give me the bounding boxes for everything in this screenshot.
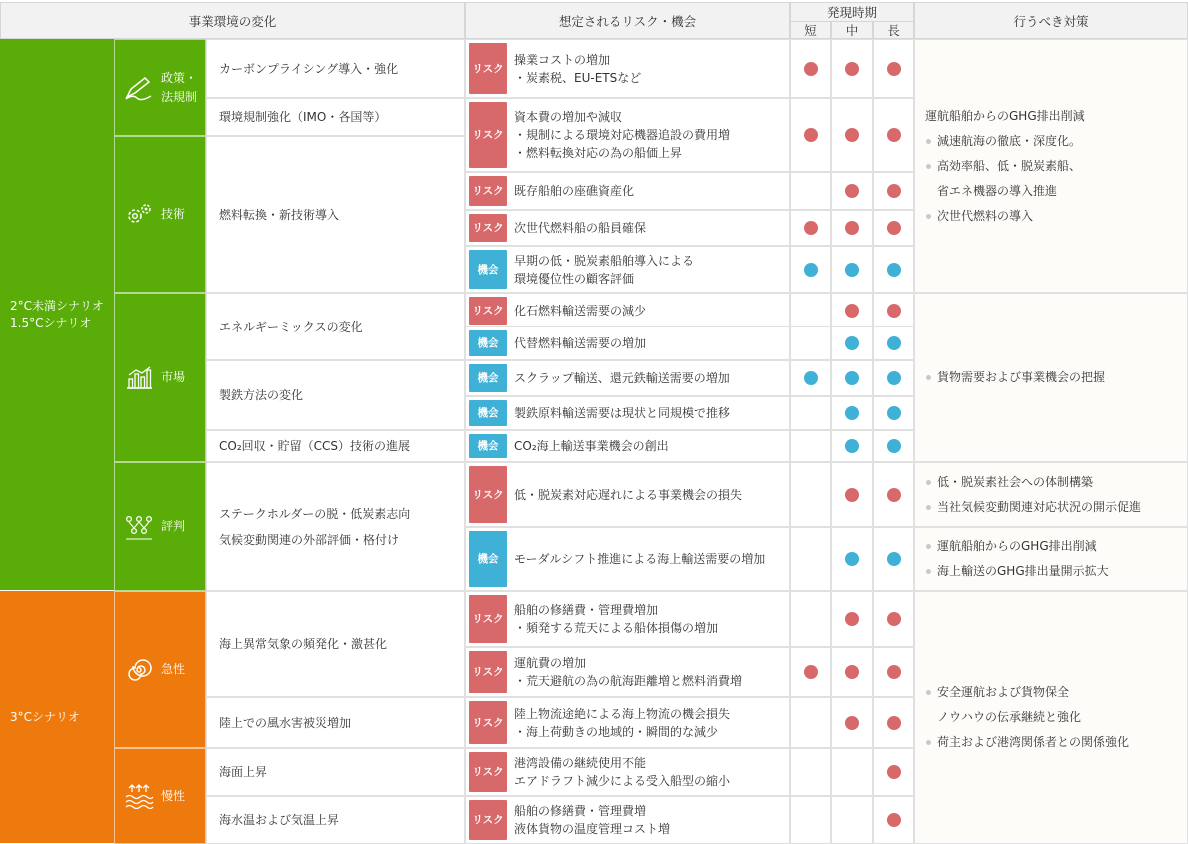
timing-cell-long [873, 591, 914, 647]
opportunity-tag: 機会 [469, 434, 507, 458]
timing-cell-mid [831, 360, 873, 396]
timing-cell-long [873, 246, 914, 293]
change-temperature: 海水温および気温上昇 [206, 796, 465, 844]
timing-dot [887, 336, 901, 350]
risk-tag: リスク [469, 800, 507, 840]
item-text: 次世代燃料船の船員確保 [514, 221, 647, 235]
timing-cell-short [790, 527, 831, 591]
timing-cell-long [873, 293, 914, 329]
category-label: 政策・ 法規制 [161, 70, 198, 104]
category-label: 市場 [161, 370, 186, 384]
timing-cell-short [790, 796, 831, 844]
timing-cell-long [873, 360, 914, 396]
risk-opportunity-item [465, 326, 790, 360]
action-item: 当社気候変動関連対応状況の開示促進 [925, 495, 1187, 520]
item-text: 船舶の修繕費・管理費増加 ・頻発する荒天による船体損傷の増加 [514, 603, 719, 635]
timing-cell-short [790, 748, 831, 796]
timing-dot [887, 813, 901, 827]
timing-cell-long [873, 172, 914, 210]
header-timing-short: 短 [790, 21, 831, 39]
timing-cell-mid [831, 591, 873, 647]
timing-cell-mid [831, 430, 873, 462]
timing-dot [804, 665, 818, 679]
action-item: 次世代燃料の導入 [925, 204, 1187, 229]
risk-tag: リスク [469, 176, 507, 206]
action-head: 運航船舶からのGHG排出削減 [925, 108, 1085, 123]
action-item: 海上輸送のGHG排出量開示拡大 [925, 559, 1187, 584]
timing-cell-short [790, 430, 831, 462]
timing-dot [845, 552, 859, 566]
timing-cell-short [790, 697, 831, 748]
risk-opportunity-item [465, 430, 790, 462]
item-text: 操業コストの増加 ・炭素税、EU-ETSなど [514, 52, 642, 85]
timing-dot [845, 336, 859, 350]
category-label: 技術 [161, 207, 186, 221]
timing-cell-mid [831, 796, 873, 844]
action-group-disclosure [914, 527, 1188, 591]
timing-cell-long [873, 462, 914, 527]
risk-opportunity-item [465, 98, 790, 172]
risk-opportunity-item [465, 591, 790, 647]
timing-dot [887, 716, 901, 730]
timing-cell-mid [831, 98, 873, 172]
timing-dot [845, 304, 859, 318]
change-fuel-transition: 燃料転換・新技術導入 [206, 136, 465, 293]
risk-tag: リスク [469, 214, 507, 242]
timing-cell-short [790, 396, 831, 430]
timing-cell-mid [831, 462, 873, 527]
item-text: 低・脱炭素対応遅れによる事業機会の損失 [514, 487, 743, 502]
timing-cell-mid [831, 293, 873, 329]
timing-cell-long [873, 396, 914, 430]
action-group-demand [914, 293, 1188, 462]
change-stakeholder: ステークホルダーの脱・低炭素志向 気候変動関連の外部評価・格付け [206, 462, 465, 591]
timing-cell-long [873, 326, 914, 360]
item-text: 資本費の増加や減収 ・規制による環境対応機器追設の費用増 ・燃料転換対応の為の船価上昇 [514, 110, 731, 160]
risk-tag: リスク [469, 752, 507, 792]
risk-opportunity-item [465, 39, 790, 98]
change-env-regulation: 環境規制強化（IMO・各国等） [206, 98, 465, 136]
timing-cell-short [790, 293, 831, 329]
header-timing-long: 長 [873, 21, 914, 39]
bar-chart-icon [123, 364, 155, 392]
category-label: 急性 [161, 662, 186, 676]
change-carbon-pricing: カーボンプライシング導入・強化 [206, 39, 465, 98]
change-energy-mix: エネルギーミックスの変化 [206, 293, 465, 360]
timing-dot [887, 62, 901, 76]
item-text: CO₂海上輸送事業機会の創出 [514, 439, 669, 453]
timing-dot [845, 488, 859, 502]
risk-opportunity-item [465, 462, 790, 527]
category-policy [114, 39, 206, 136]
timing-dot [845, 665, 859, 679]
timing-cell-short [790, 326, 831, 360]
risk-tag: リスク [469, 466, 507, 523]
timing-cell-short [790, 647, 831, 697]
timing-cell-short [790, 246, 831, 293]
spiral-icon [123, 656, 155, 684]
opportunity-tag: 機会 [469, 400, 507, 426]
timing-dot [845, 62, 859, 76]
risk-opportunity-item [465, 360, 790, 396]
risk-tag: リスク [469, 102, 507, 168]
timing-dot [845, 612, 859, 626]
timing-dot [804, 221, 818, 235]
timing-dot [887, 263, 901, 277]
timing-cell-mid [831, 326, 873, 360]
change-extreme-weather: 海上異常気象の頻発化・激甚化 [206, 591, 465, 697]
timing-dot [887, 184, 901, 198]
header-timing-mid: 中 [831, 21, 873, 39]
category-technology [114, 136, 206, 293]
header-action: 行うべき対策 [914, 2, 1188, 39]
action-group-ghg [914, 39, 1188, 293]
risk-tag: リスク [469, 43, 507, 94]
timing-dot [887, 552, 901, 566]
category-acute [114, 591, 206, 748]
timing-cell-short [790, 462, 831, 527]
timing-cell-mid [831, 748, 873, 796]
timing-cell-mid [831, 172, 873, 210]
risk-tag: リスク [469, 595, 507, 643]
timing-cell-mid [831, 396, 873, 430]
risk-opportunity-item [465, 293, 790, 329]
risk-opportunity-item [465, 210, 790, 246]
timing-cell-long [873, 39, 914, 98]
header-risk-opportunity: 想定されるリスク・機会 [465, 2, 790, 39]
timing-dot [887, 765, 901, 779]
sea-level-icon [123, 782, 155, 810]
timing-dot [845, 128, 859, 142]
risk-tag: リスク [469, 701, 507, 744]
header-timing: 発現時期 [790, 2, 914, 22]
risk-opportunity-item [465, 647, 790, 697]
timing-cell-mid [831, 697, 873, 748]
timing-cell-short [790, 39, 831, 98]
timing-dot [887, 488, 901, 502]
risk-opportunity-item [465, 796, 790, 844]
timing-cell-short [790, 360, 831, 396]
change-land-disaster: 陸上での風水害被災増加 [206, 697, 465, 748]
timing-dot [804, 62, 818, 76]
policy-pen-icon [123, 74, 155, 102]
timing-dot [887, 221, 901, 235]
opportunity-tag: 機会 [469, 531, 507, 587]
risk-opportunity-item [465, 246, 790, 293]
action-item: 運航船舶からのGHG排出削減 [925, 534, 1187, 559]
change-ccs: CO₂回収・貯留（CCS）技術の進展 [206, 430, 465, 462]
timing-dot [887, 439, 901, 453]
timing-cell-mid [831, 210, 873, 246]
timing-dot [887, 304, 901, 318]
gears-icon [123, 201, 155, 229]
item-text: 陸上物流途絶による海上物流の機会損失 ・海上荷動きの地域的・瞬間的な減少 [514, 706, 731, 739]
opportunity-tag: 機会 [469, 364, 507, 392]
timing-cell-long [873, 697, 914, 748]
timing-cell-mid [831, 39, 873, 98]
timing-dot [887, 612, 901, 626]
timing-dot [845, 263, 859, 277]
timing-dot [845, 406, 859, 420]
risk-opportunity-item [465, 396, 790, 430]
timing-cell-short [790, 210, 831, 246]
timing-cell-long [873, 210, 914, 246]
item-text: 運航費の増加 ・荒天避航の為の航海距離増と燃料消費増 [514, 656, 743, 688]
item-text: スクラップ輸送、還元鉄輸送需要の増加 [514, 371, 730, 385]
action-item: 高効率船、低・脱炭素船、 省エネ機器の導入推進 [925, 154, 1187, 204]
risk-opportunity-item [465, 172, 790, 210]
header-change: 事業環境の変化 [0, 2, 465, 39]
timing-cell-long [873, 647, 914, 697]
item-text: 代替燃料輸送需要の増加 [514, 336, 647, 350]
timing-dot [887, 371, 901, 385]
timing-cell-long [873, 796, 914, 844]
timing-dot [804, 128, 818, 142]
timing-cell-mid [831, 647, 873, 697]
timing-cell-long [873, 748, 914, 796]
timing-cell-mid [831, 527, 873, 591]
timing-dot [887, 406, 901, 420]
risk-opportunity-item [465, 748, 790, 796]
category-market [114, 293, 206, 462]
action-item: 安全運航および貨物保全 ノウハウの伝承継続と強化 [925, 680, 1187, 730]
action-group-lowcarbon [914, 462, 1188, 527]
timing-dot [845, 184, 859, 198]
timing-dot [845, 716, 859, 730]
change-sea-level: 海面上昇 [206, 748, 465, 796]
item-text: 化石燃料輸送需要の減少 [514, 304, 647, 318]
timing-cell-short [790, 591, 831, 647]
category-label: 慢性 [161, 788, 186, 803]
risk-opportunity-item [465, 527, 790, 591]
timing-dot [845, 371, 859, 385]
action-item: 減速航海の徹底・深度化。 [925, 129, 1187, 154]
category-reputation [114, 462, 206, 591]
people-network-icon [123, 513, 155, 541]
timing-cell-short [790, 98, 831, 172]
category-chronic [114, 748, 206, 844]
item-text: 製鉄原料輸送需要は現状と同規模で推移 [514, 406, 731, 420]
risk-tag: リスク [469, 297, 507, 325]
timing-cell-mid [831, 246, 873, 293]
item-text: モーダルシフト推進による海上輸送需要の増加 [514, 552, 766, 566]
item-text: 港湾設備の継続使用不能 エアドラフト減少による受入船型の縮小 [514, 756, 731, 788]
scenario-2c: 2°C未満シナリオ 1.5°Cシナリオ [0, 39, 114, 591]
timing-dot [845, 221, 859, 235]
timing-cell-long [873, 98, 914, 172]
timing-cell-long [873, 527, 914, 591]
timing-dot [804, 371, 818, 385]
timing-dot [887, 665, 901, 679]
timing-cell-short [790, 172, 831, 210]
timing-cell-long [873, 430, 914, 462]
item-text: 早期の低・脱炭素船舶導入による 環境優位性の顧客評価 [514, 253, 695, 286]
action-item: 低・脱炭素社会への体制構築 [925, 470, 1187, 495]
item-text: 船舶の修繕費・管理費増 液体貨物の温度管理コスト増 [514, 804, 671, 836]
timing-dot [804, 263, 818, 277]
timing-dot [845, 439, 859, 453]
action-group-safety [914, 591, 1188, 844]
action-item: 荷主および港湾関係者との関係強化 [925, 730, 1187, 755]
opportunity-tag: 機会 [469, 330, 507, 356]
change-steelmaking: 製鉄方法の変化 [206, 360, 465, 430]
action-item: 貨物需要および事業機会の把握 [925, 365, 1187, 390]
timing-dot [887, 128, 901, 142]
risk-opportunity-item [465, 697, 790, 748]
category-label: 評判 [161, 519, 186, 533]
opportunity-tag: 機会 [469, 250, 507, 289]
item-text: 既存船舶の座礁資産化 [514, 184, 635, 198]
scenario-3c: 3°Cシナリオ [0, 591, 114, 844]
risk-tag: リスク [469, 651, 507, 693]
